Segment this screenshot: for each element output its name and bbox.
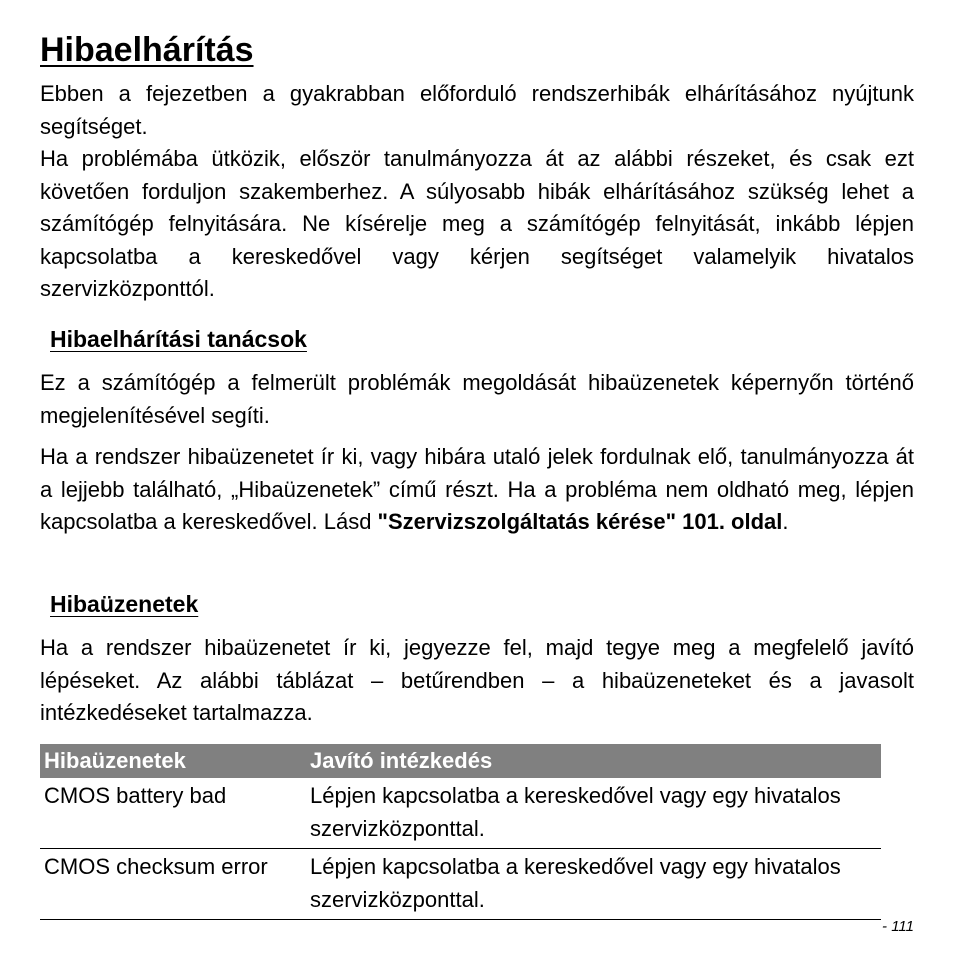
table-header-cell: Javító intézkedés <box>306 744 881 778</box>
section-heading-errors: Hibaüzenetek <box>50 591 199 617</box>
intro-paragraph-1: Ebben a fejezetben a gyakrabban előforduló rendszerhibák elhárításához nyújtunk segítséget. <box>40 81 914 139</box>
page-number: - 111 <box>882 918 914 935</box>
errors-paragraph-1: Ha a rendszer hibaüzenetet ír ki, jegyezze fel, majd tegye meg a megfelelő javító lépéseket. Az alábbi táblázat – betűrendben – a hibaüzeneteket és a javasolt intézkedéseket tartalmazza. <box>40 635 914 725</box>
tips-paragraph-1: Ez a számítógép a felmerült problémák megoldását hibaüzenetek képernyőn történő megjelenítésével segíti. <box>40 370 914 428</box>
tips-paragraph-2-text: Ha a rendszer hibaüzenetet ír ki, vagy hibára utaló jelek fordulnak elő, tanulmányozza át a lejjebb található, „Hibaüzenetek” című részt. Ha a probléma nem oldható meg, lépjen kapcsolatba a kereskedővel. Lásd <box>40 444 914 534</box>
tips-paragraph-2 <box>40 441 914 539</box>
service-reference-link[interactable]: "Szervizszolgáltatás kérése" 101. oldal <box>377 509 783 534</box>
table-row <box>40 778 881 849</box>
page-title: Hibaelhárítás <box>40 31 254 69</box>
table-row <box>40 849 881 920</box>
section-heading-tips: Hibaelhárítási tanácsok <box>50 326 307 352</box>
error-messages-table <box>40 744 881 920</box>
error-message-cell: CMOS checksum error <box>40 849 306 920</box>
tips-paragraph-2-end: . <box>782 509 789 534</box>
corrective-action-cell: Lépjen kapcsolatba a kereskedővel vagy egy hivatalos szervizközponttal. <box>306 849 881 920</box>
table-header-cell: Hibaüzenetek <box>40 744 306 778</box>
error-message-cell: CMOS battery bad <box>40 778 306 849</box>
table-header-row <box>40 744 881 778</box>
corrective-action-cell: Lépjen kapcsolatba a kereskedővel vagy egy hivatalos szervizközponttal. <box>306 778 881 849</box>
intro-paragraph-2: Ha problémába ütközik, először tanulmányozza át az alábbi részeket, és csak ezt követően forduljon szakemberhez. A súlyosabb hibák elhárításához szükség lehet a számítógép felnyitására. Ne kísérelje meg a számítógép felnyitását, inkább lépjen kapcsolatba a kereskedővel vagy kérjen segítséget valamelyik hivatalos szervizközponttól. <box>40 146 914 301</box>
